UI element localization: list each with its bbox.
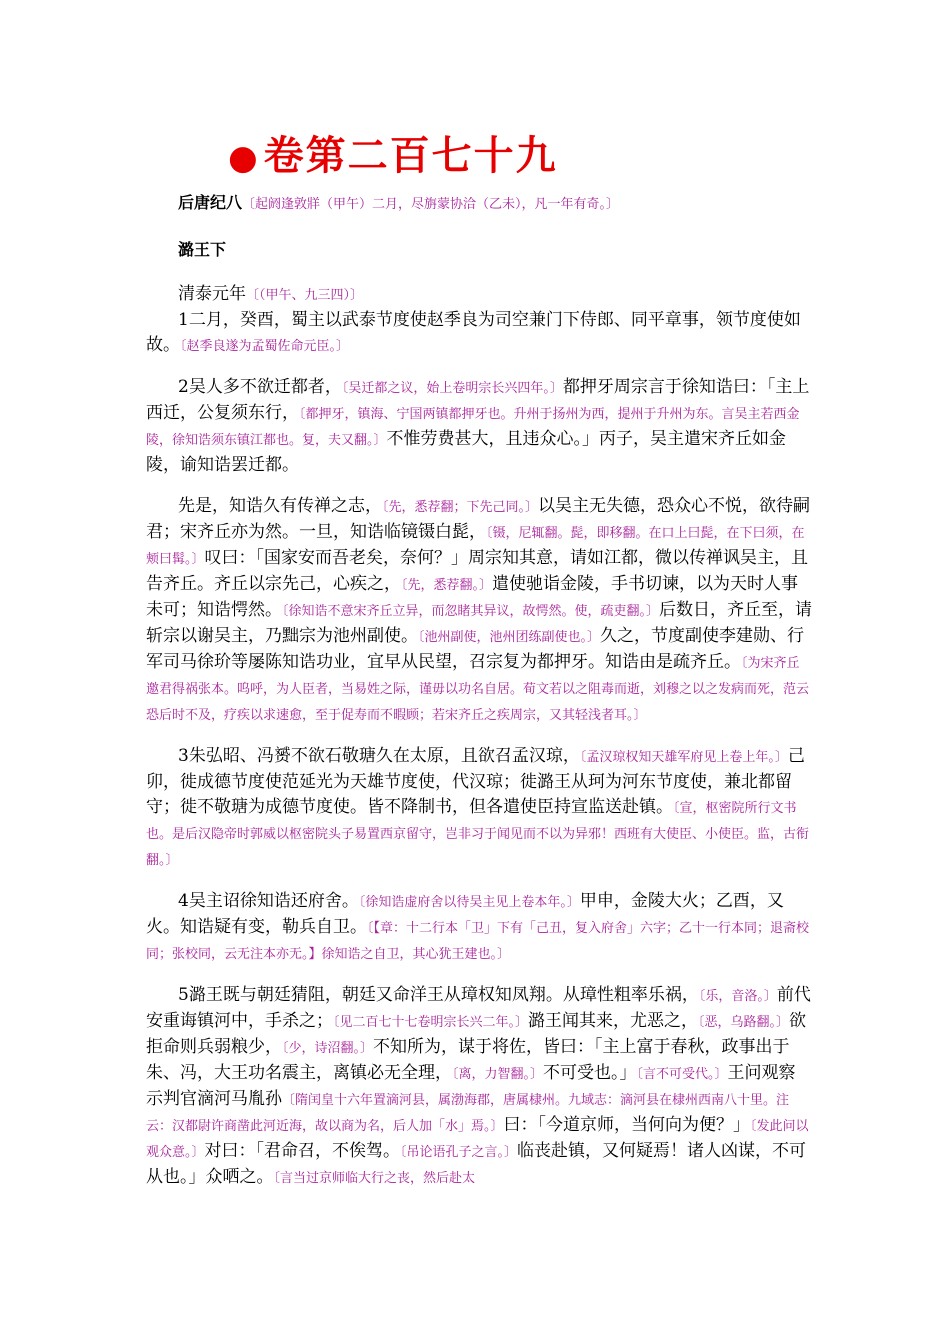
- chapter-title-text: 卷第二百七十九: [263, 132, 558, 179]
- annotation: 〔恶，乌路翻。〕: [698, 1015, 790, 1030]
- annotation: 〔言当过京师临大行之丧，然后赴太: [273, 1171, 476, 1186]
- paragraph-text: 不可受也。」: [543, 1063, 637, 1083]
- annotation: 〔都押牙，镇海、宁国两镇都押牙也。升州于扬州为西，提州于升州为东。言吴主若西金陵，徐知诰须东镇江都也。复，夫又翻。〕: [146, 407, 800, 448]
- paragraph: [146, 983, 812, 1191]
- year-note: 〔（甲午、九三四）〕: [246, 288, 364, 303]
- paragraph-text: 4吴主诏徐知诰还府舍。: [178, 891, 359, 911]
- paragraph-text: 己卯，徙成德节度使范延光为天雄节度使，代汉琼；徙潞王从珂为河东节度使，兼北都留守；徙不敬瑭为成德节度使。皆不降制书，但各遣使臣持宣监送赴镇。: [146, 746, 805, 817]
- paragraph: [146, 494, 812, 728]
- annotation: 〔徐知诰不意宋齐丘立异，而忽睹其异议，故愕然。使，疏吏翻。〕: [282, 604, 660, 619]
- paragraph-text: 5潞王既与朝廷猜阻，朝廷又命洋王从璋权知凤翔。从璋性粗率乐祸，: [178, 985, 699, 1005]
- paragraph-text: 1二月，癸酉，蜀主以武泰节度使赵季良为司空兼门下侍郎、同平章事，领节度使如故。: [146, 310, 801, 355]
- annotation: 〔镊，尼辄翻。髭，即移翻。在口上曰髭，在下曰须，在颊曰髯。〕: [146, 526, 805, 567]
- paragraph-text: 曰：「今道京师，当何向为便？」: [503, 1115, 751, 1135]
- year-text: 清泰元年: [178, 284, 246, 304]
- paragraph-text: 潞王闻其来，尤恶之，: [528, 1011, 699, 1031]
- paragraph: [146, 308, 812, 359]
- bullet-icon: ●: [228, 138, 260, 178]
- dynasty-note: 〔起阏逢敦牂（甲午）二月，尽旃蒙协洽（乙未），凡一年有奇。〕: [242, 197, 620, 212]
- paragraph-text: 后数日，齐丘至，请斩宗以谢吴主，乃黜宗为池州副使。: [146, 600, 813, 646]
- annotation: 〔先，悉荐翻。〕: [401, 578, 493, 593]
- paragraph-text: 都押牙周宗言于徐知诰曰：「主上西迁，公复须东行，: [146, 377, 810, 423]
- annotation: 〔吴迁都之议，始上卷明宗长兴四年。〕: [341, 381, 563, 396]
- paragraph: [146, 744, 812, 873]
- annotation: 〔宣，枢密院所行文书也。是后汉隐帝时郭威以枢密院头子易置西京留守，岂非习于闻见而不以为异邪！西班有大使臣、小使臣。监，古衔翻。〕: [146, 801, 810, 868]
- paragraph-list: [146, 308, 812, 1191]
- annotation: 〔池州副使，池州团练副使也。〕: [418, 630, 601, 645]
- paragraph-text: 不惟劳费甚大，且违众心。」丙子，吴主遣宋齐丘如金陵，谕知诰罢迁都。: [146, 429, 787, 475]
- paragraph-text: 遣使驰诣金陵，手书切谏，以为天时人事未可；知诰愕然。: [146, 574, 799, 620]
- paragraph-text: 欲拒命则兵弱粮少，: [146, 1011, 807, 1057]
- paragraph-text: 甲申，金陵大火；乙酉，又火。知诰疑有变，勒兵自卫。: [146, 891, 784, 937]
- annotation: 〔少，诗沼翻。〕: [282, 1041, 374, 1056]
- document-body: [146, 190, 812, 1191]
- section-label: 潞王下: [178, 240, 227, 259]
- chapter-title: [228, 124, 558, 181]
- annotation: 〔见二百七十七卷明宗长兴二年。〕: [333, 1015, 529, 1030]
- annotation: 〔发此问以观众意。〕: [146, 1119, 809, 1160]
- annotation: 〔孟汉琼权知天雄军府见上卷上年。〕: [579, 750, 788, 765]
- annotation: 〔乐，音洛。〕: [698, 989, 777, 1004]
- paragraph: [146, 375, 812, 478]
- paragraph: [146, 889, 812, 967]
- annotation: 〔吊论语孔子之言。〕: [400, 1145, 518, 1160]
- annotation: 〔言不可受代。〕: [636, 1067, 728, 1082]
- annotation: 〔【章：十二行本「卫」下有「己丑，复入府舍」六字；乙十一行本同；退斋校同；张校同，云无注本亦无。】徐知诰之自卫，其心犹王建也。〕: [146, 921, 810, 962]
- paragraph-text: 前代安重诲镇河中，手杀之；: [146, 985, 811, 1031]
- paragraph-text: 王问观察示判官滴河马胤孙: [146, 1063, 796, 1109]
- annotation: 〔先，悉荐翻；下先己同。〕: [382, 500, 539, 515]
- paragraph-text: 3朱弘昭、冯赟不欲石敬瑭久在太原，且欲召孟汉琼，: [178, 746, 580, 766]
- annotation: 〔离，力智翻。〕: [452, 1067, 544, 1082]
- paragraph-text: 以吴主无失德，恐众心不悦，欲待嗣君；宋齐丘亦为然。一旦，知诰临镜镊白髭，: [146, 496, 811, 542]
- paragraph-text: 叹曰：「国家安而吾老矣，奈何？」周宗知其意，请如江都，微以传禅讽吴主，且告齐丘。齐丘以宗先己，心疾之，: [146, 548, 809, 594]
- paragraph-text: 久之，节度副使李建勋、行军司马徐玠等屡陈知诰功业，宜早从民望，召宗复为都押牙。知诰由是疏齐丘。: [146, 626, 805, 672]
- annotation: 〔赵季良遂为孟蜀佐命元臣。〕: [180, 339, 350, 354]
- dynasty-label: 后唐纪八: [178, 193, 243, 212]
- annotation: 〔隋闰皇十六年置滴河县，属渤海郡，唐属棣州。九域志：滴河县在棣州西南八十里。注云：汉都尉许商凿此河近海，故以商为名，后人加「水」焉。〕: [146, 1093, 790, 1134]
- dynasty-heading: [146, 190, 812, 217]
- annotation: 〔徐知诰虚府舍以待吴主见上卷本年。〕: [358, 895, 580, 910]
- annotation: 〔为宋齐丘邀君得祸张本。呜呼，为人臣者，当易姓之际，谨毋以功名自居。荀文若以之阻毒而逝，刘穆之以之发病而死，范云恐后时不及，疗疾以求速愈，至于促寿而不暇顾；若宋齐丘之疾周宗，又其轻浅者耳。〕: [146, 656, 810, 723]
- paragraph-text: 2吴人多不欲迁都者，: [178, 377, 342, 397]
- paragraph-text: 先是，知诰久有传禅之志，: [178, 496, 382, 516]
- section-heading: [146, 237, 812, 262]
- paragraph-text: 不知所为，谋于将佐，皆曰：「主上富于春秋，政事出于朱、冯，大王功名震主，离镇必无全理，: [146, 1037, 790, 1083]
- paragraph-text: 临丧赴镇，又何疑焉！诸人凶谋，不可从也。」众哂之。: [146, 1141, 807, 1187]
- paragraph-text: 对曰：「君命召，不俟驾。: [204, 1141, 401, 1161]
- year-line: [146, 282, 812, 308]
